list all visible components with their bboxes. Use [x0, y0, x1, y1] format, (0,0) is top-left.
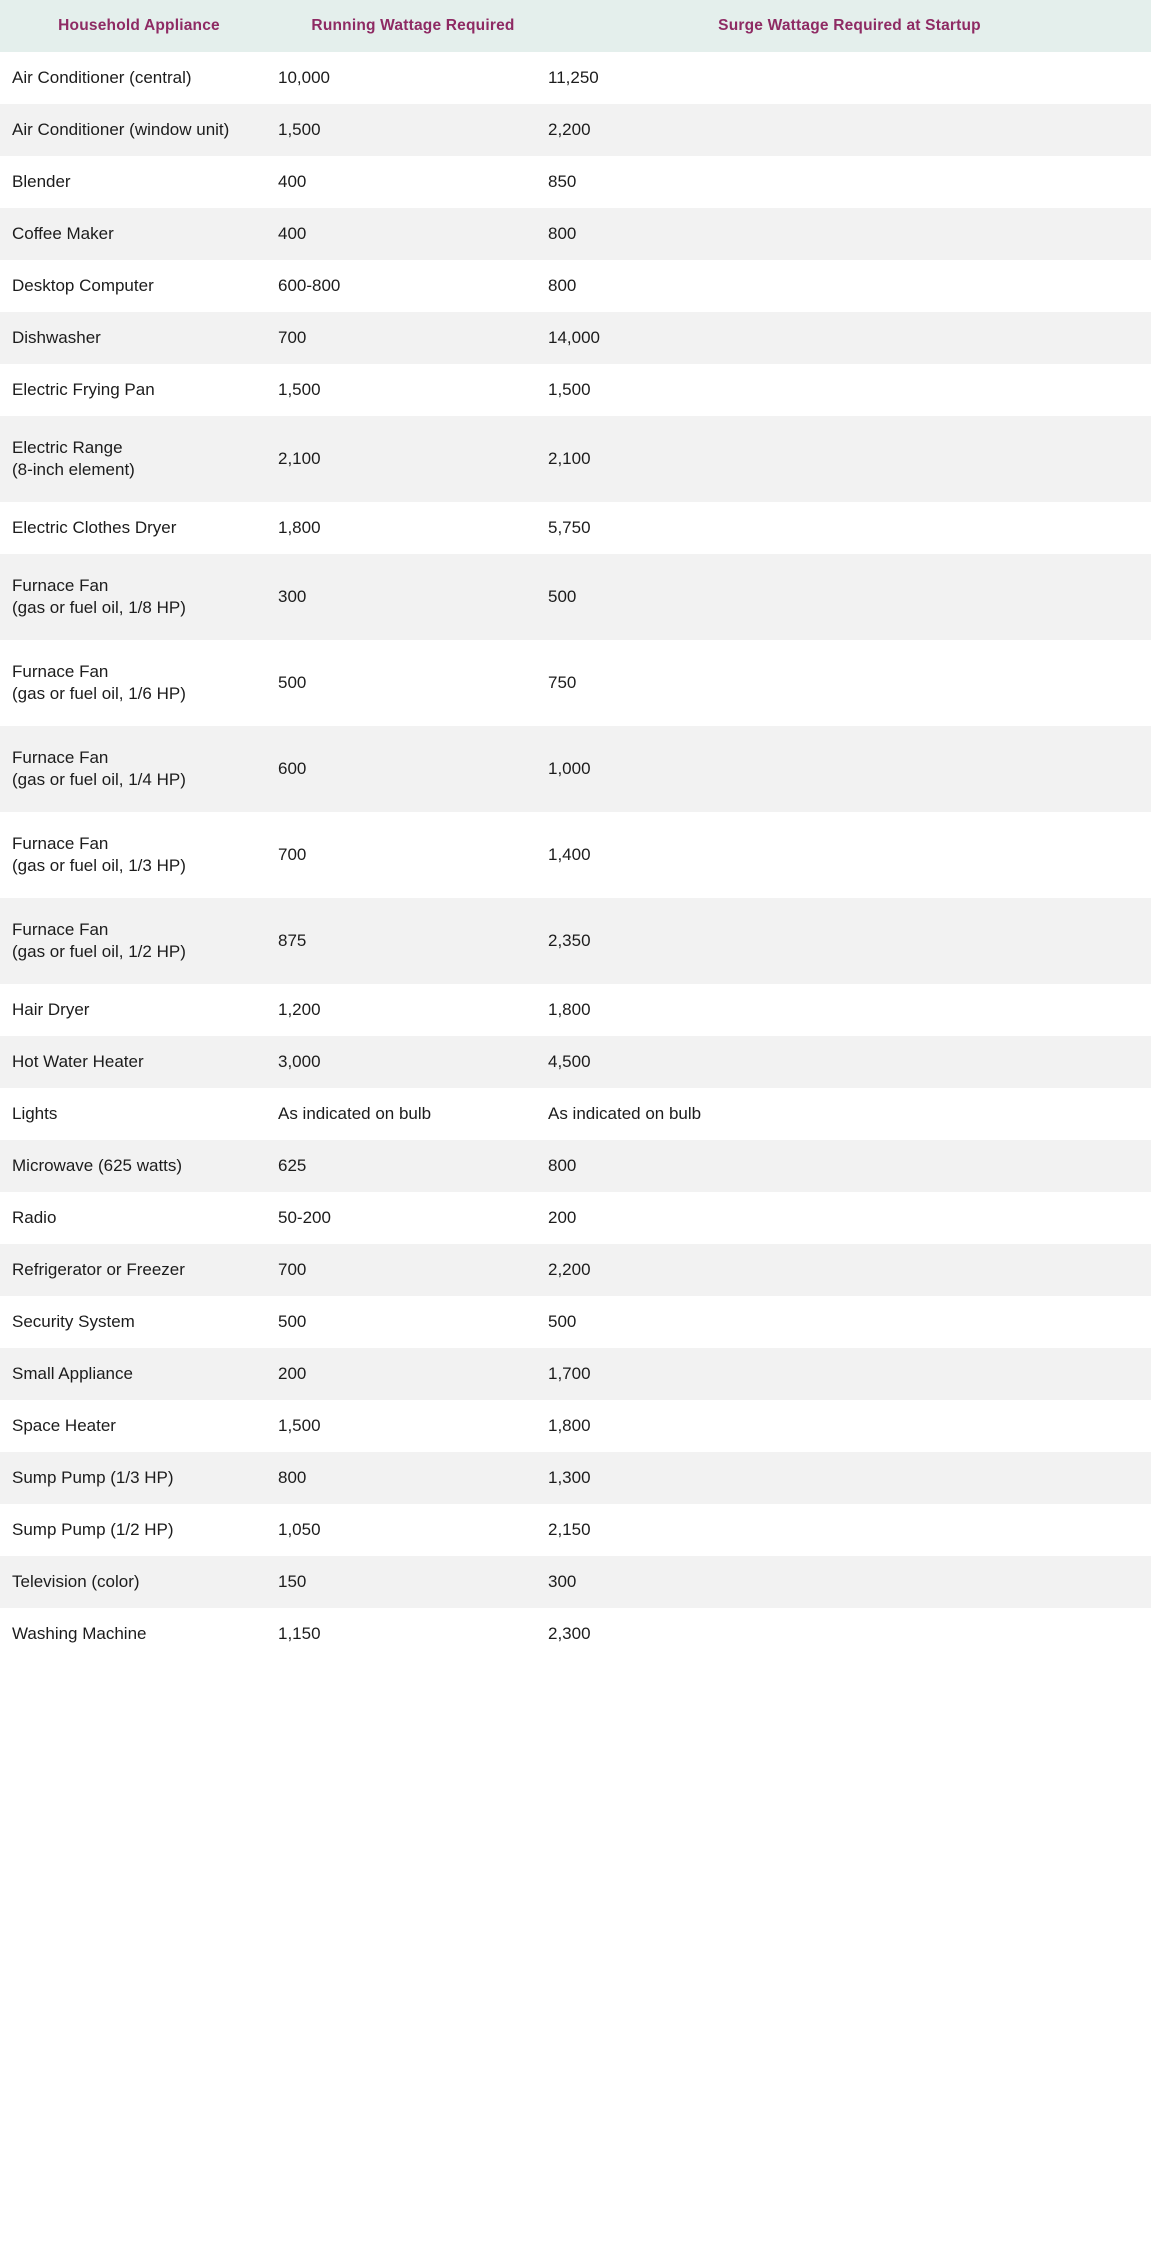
cell-running-wattage: 400	[278, 171, 307, 191]
cell-surge-wattage: 1,800	[548, 1415, 591, 1435]
cell-appliance-name	[0, 1244, 278, 1296]
cell-appliance-name	[0, 898, 278, 984]
table-row	[0, 984, 1151, 1036]
cell-appliance-name	[0, 1088, 278, 1140]
cell-running-wattage: 625	[278, 1155, 307, 1175]
appliance-name-primary: Sump Pump (1/2 HP)	[12, 1519, 174, 1539]
cell-running-wattage: 150	[278, 1571, 307, 1591]
table-row	[0, 812, 1151, 898]
cell-appliance-name	[0, 52, 278, 104]
appliance-name-primary: Small Appliance	[12, 1363, 133, 1383]
appliance-name-primary: Electric Clothes Dryer	[12, 517, 177, 537]
appliance-name-primary: Hot Water Heater	[12, 1051, 144, 1071]
appliance-name-primary: Furnace Fan	[12, 661, 109, 681]
cell-appliance-name	[0, 156, 278, 208]
appliance-name-primary: Security System	[12, 1311, 135, 1331]
cell-running-wattage: 300	[278, 586, 307, 606]
cell-running-wattage: 400	[278, 223, 307, 243]
cell-surge-wattage: 2,200	[548, 119, 591, 139]
cell-appliance-name	[0, 260, 278, 312]
table-row	[0, 502, 1151, 554]
cell-appliance-name	[0, 1036, 278, 1088]
appliance-name-detail: (gas or fuel oil, 1/2 HP)	[12, 942, 186, 961]
appliance-name-primary: Television (color)	[12, 1571, 140, 1591]
cell-appliance-name	[0, 1452, 278, 1504]
cell-running-wattage: 200	[278, 1363, 307, 1383]
cell-surge-wattage: 2,150	[548, 1519, 591, 1539]
cell-appliance-name	[0, 1296, 278, 1348]
cell-surge-wattage: 2,100	[548, 448, 591, 468]
cell-surge-wattage: 500	[548, 586, 577, 606]
cell-running-wattage: 700	[278, 327, 307, 347]
cell-surge-wattage: As indicated on bulb	[548, 1103, 702, 1123]
cell-appliance-name	[0, 312, 278, 364]
cell-surge-wattage: 500	[548, 1311, 577, 1331]
appliance-name-primary: Furnace Fan	[12, 833, 109, 853]
table-row	[0, 1036, 1151, 1088]
column-header-running-wattage: Running Wattage Required	[311, 17, 515, 34]
cell-appliance-name	[0, 1608, 278, 1660]
cell-appliance-name	[0, 416, 278, 502]
appliance-name-primary: Dishwasher	[12, 327, 101, 347]
cell-running-wattage: 875	[278, 930, 307, 950]
cell-appliance-name	[0, 1504, 278, 1556]
appliance-name-detail: (gas or fuel oil, 1/6 HP)	[12, 684, 186, 703]
cell-running-wattage: 500	[278, 1311, 307, 1331]
table-row	[0, 364, 1151, 416]
cell-surge-wattage: 800	[548, 223, 577, 243]
appliance-name-primary: Electric Frying Pan	[12, 379, 155, 399]
cell-surge-wattage: 1,700	[548, 1363, 591, 1383]
table-row	[0, 104, 1151, 156]
table-row	[0, 52, 1151, 104]
cell-running-wattage: 1,500	[278, 119, 321, 139]
appliance-name-primary: Electric Range	[12, 437, 123, 457]
cell-running-wattage: As indicated on bulb	[278, 1103, 432, 1123]
cell-appliance-name	[0, 726, 278, 812]
table-row	[0, 156, 1151, 208]
cell-appliance-name	[0, 1192, 278, 1244]
table-header	[0, 0, 1151, 52]
cell-appliance-name	[0, 1400, 278, 1452]
cell-running-wattage: 50-200	[278, 1207, 331, 1227]
cell-surge-wattage: 14,000	[548, 327, 600, 347]
appliance-name-detail: (8-inch element)	[12, 460, 135, 479]
table-row	[0, 1452, 1151, 1504]
cell-running-wattage: 500	[278, 672, 307, 692]
cell-surge-wattage: 1,300	[548, 1467, 591, 1487]
appliance-name-detail: (gas or fuel oil, 1/4 HP)	[12, 770, 186, 789]
table-row	[0, 416, 1151, 502]
cell-running-wattage: 700	[278, 1259, 307, 1279]
cell-surge-wattage: 2,350	[548, 930, 591, 950]
table-header-row	[0, 0, 1151, 52]
table-body	[0, 52, 1151, 1660]
appliance-name-primary: Coffee Maker	[12, 223, 114, 243]
appliance-name-primary: Air Conditioner (window unit)	[12, 119, 230, 139]
cell-appliance-name	[0, 104, 278, 156]
appliance-name-primary: Furnace Fan	[12, 919, 109, 939]
cell-surge-wattage: 11,250	[548, 67, 599, 87]
appliance-name-primary: Furnace Fan	[12, 747, 109, 767]
cell-running-wattage: 1,500	[278, 379, 321, 399]
appliance-name-detail: (gas or fuel oil, 1/3 HP)	[12, 856, 186, 875]
table-row	[0, 1088, 1151, 1140]
table-row	[0, 1504, 1151, 1556]
table-row	[0, 208, 1151, 260]
cell-appliance-name	[0, 1348, 278, 1400]
cell-running-wattage: 700	[278, 844, 307, 864]
appliance-name-primary: Microwave (625 watts)	[12, 1155, 183, 1175]
cell-running-wattage: 1,150	[278, 1623, 321, 1643]
table-row	[0, 1192, 1151, 1244]
table-row	[0, 1556, 1151, 1608]
column-header-appliance: Household Appliance	[58, 17, 220, 34]
cell-surge-wattage: 750	[548, 672, 577, 692]
cell-running-wattage: 3,000	[278, 1051, 321, 1071]
cell-running-wattage: 1,200	[278, 999, 321, 1019]
appliance-name-primary: Hair Dryer	[12, 999, 90, 1019]
cell-surge-wattage: 200	[548, 1207, 577, 1227]
table-row	[0, 312, 1151, 364]
cell-running-wattage: 1,800	[278, 517, 321, 537]
cell-surge-wattage: 2,200	[548, 1259, 591, 1279]
cell-surge-wattage: 2,300	[548, 1623, 591, 1643]
cell-appliance-name	[0, 1556, 278, 1608]
table-row	[0, 554, 1151, 640]
appliance-name-primary: Refrigerator or Freezer	[12, 1259, 185, 1279]
cell-surge-wattage: 4,500	[548, 1051, 591, 1071]
appliance-name-primary: Radio	[12, 1207, 57, 1227]
cell-surge-wattage: 1,800	[548, 999, 591, 1019]
appliance-name-detail: (gas or fuel oil, 1/8 HP)	[12, 598, 186, 617]
cell-running-wattage: 600-800	[278, 275, 341, 295]
cell-appliance-name	[0, 502, 278, 554]
cell-surge-wattage: 5,750	[548, 517, 591, 537]
appliance-name-primary: Furnace Fan	[12, 575, 109, 595]
cell-surge-wattage: 800	[548, 275, 577, 295]
table-row	[0, 898, 1151, 984]
cell-surge-wattage: 850	[548, 171, 577, 191]
appliance-name-primary: Desktop Computer	[12, 275, 154, 295]
appliance-name-primary: Lights	[12, 1103, 58, 1123]
cell-running-wattage: 800	[278, 1467, 307, 1487]
appliance-name-primary: Air Conditioner (central)	[12, 67, 192, 87]
cell-running-wattage: 2,100	[278, 448, 321, 468]
cell-appliance-name	[0, 208, 278, 260]
cell-appliance-name	[0, 640, 278, 726]
appliance-name-primary: Sump Pump (1/3 HP)	[12, 1467, 174, 1487]
cell-appliance-name	[0, 1140, 278, 1192]
table-row	[0, 260, 1151, 312]
cell-appliance-name	[0, 984, 278, 1036]
cell-running-wattage: 10,000	[278, 67, 330, 87]
table-row	[0, 1608, 1151, 1660]
appliance-name-primary: Washing Machine	[12, 1623, 147, 1643]
appliance-name-primary: Space Heater	[12, 1415, 116, 1435]
cell-appliance-name	[0, 554, 278, 640]
cell-surge-wattage: 300	[548, 1571, 577, 1591]
cell-surge-wattage: 1,400	[548, 844, 591, 864]
table-row	[0, 1400, 1151, 1452]
table-row	[0, 1348, 1151, 1400]
table-row	[0, 1244, 1151, 1296]
cell-surge-wattage: 800	[548, 1155, 577, 1175]
cell-surge-wattage: 1,000	[548, 758, 591, 778]
cell-running-wattage: 600	[278, 758, 307, 778]
cell-appliance-name	[0, 364, 278, 416]
cell-appliance-name	[0, 812, 278, 898]
cell-running-wattage: 1,500	[278, 1415, 321, 1435]
cell-surge-wattage: 1,500	[548, 379, 591, 399]
table-row	[0, 726, 1151, 812]
column-header-surge-wattage: Surge Wattage Required at Startup	[718, 17, 981, 34]
cell-running-wattage: 1,050	[278, 1519, 321, 1539]
table-row	[0, 1140, 1151, 1192]
table-row	[0, 640, 1151, 726]
appliance-name-primary: Blender	[12, 171, 71, 191]
table-row	[0, 1296, 1151, 1348]
